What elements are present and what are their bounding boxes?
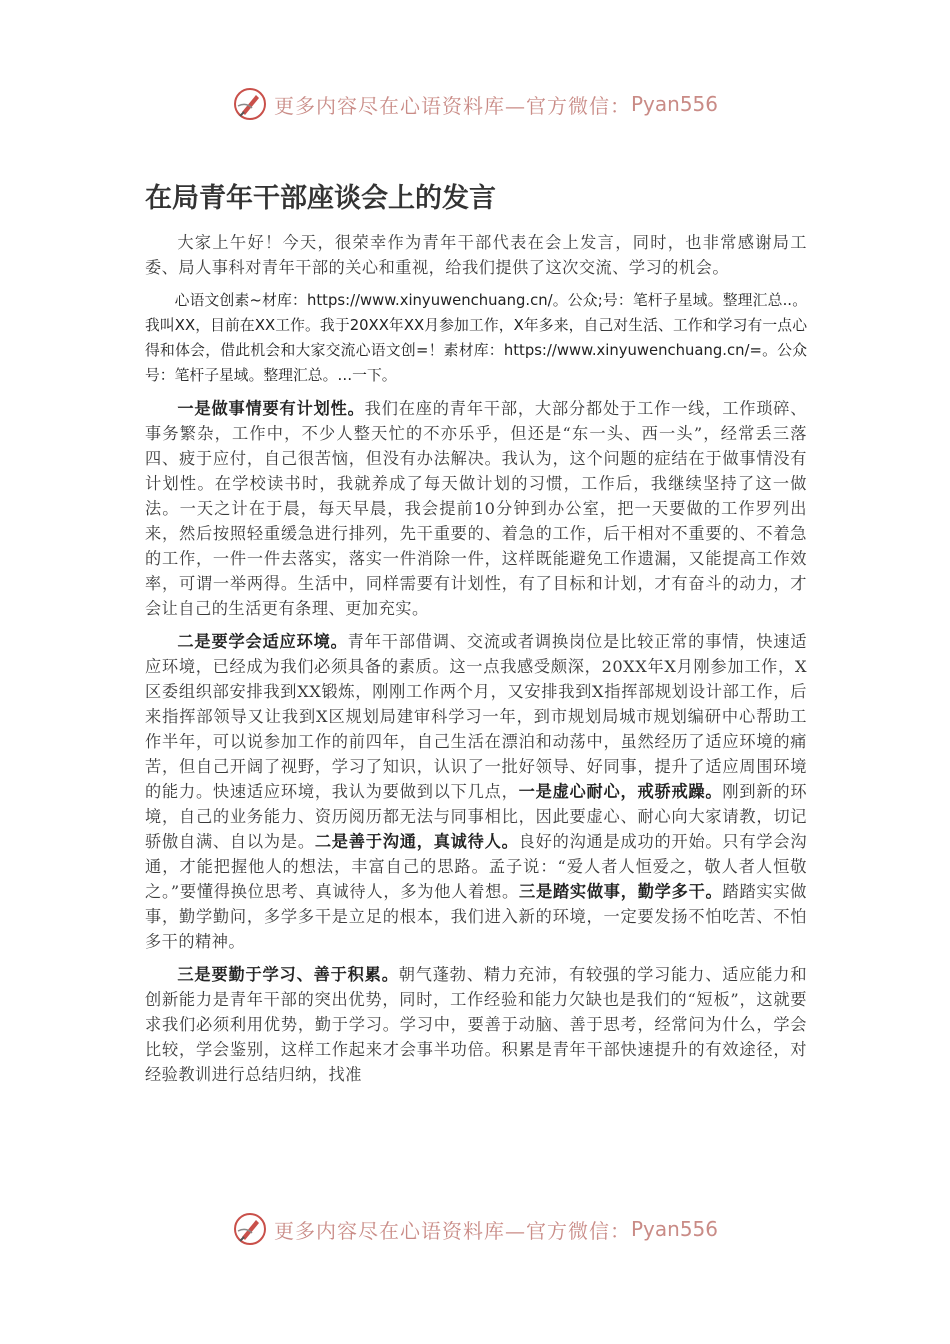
paragraph-adapt (145, 629, 807, 954)
document-body (145, 230, 807, 1095)
paragraph-text: 青年干部借调、交流或者调换岗位是比较正常的事情，快速适应环境，已经成为我们必须具备的素质。这一点我感受颇深，20XX年X月刚参加工作，X区委组织部安排我到XX锻炼，刚刚工作两个月，又安排我到X指挥部规划设计部工作，后来指挥部领导又让我到X区规划局建审科学习一年，到市规划局城市规划编研中心帮助工作半年，可以说参加工作的前四年，自己生活在漂泊和动荡中，虽然经历了适应环境的痛苦，但自己开阔了视野，学习了知识，认识了一批好领导、好同事，提升了适应周围环境的能力。快速适应环境，我认为要做到以下几点， (145, 632, 808, 801)
footer-banner (0, 1209, 950, 1249)
paragraph-text: 良好的沟通是成功的开始。只有学会沟通，才能把握他人的想法，丰富自己的思路。孟子说：“爱人者人恒爱之，敬人者人恒敬之。”要懂得换位思考、真诚待人，多为他人着想。 (145, 832, 808, 901)
emphasis-text: 二是善于沟通，真诚待人。 (314, 832, 519, 851)
paragraph-intro: 心语文创素~材库：https://www.xinyuwenchuang.cn/。公众;号：笔杆子星域。整理汇总..。我叫XX，目前在XX工作。我于20XX年XX月参加工作，X年多来，自己对生活、工作和学习有一点心得和体会，借此机会和大家交流心语文创=！素材库：https://www.xinyuwenchuang.cn/=。公众号：笔杆子星域。整理汇总。…一下。 (145, 292, 807, 384)
paragraph-text: 刚到新的环境，自己的业务能力、资历阅历都无法与同事相比，因此要虚心、耐心向大家请教，切记骄傲自满、自以为是。 (145, 782, 808, 851)
emphasis-text: 一是虚心耐心，戒骄戒躁。 (518, 782, 723, 801)
emphasis-text: 三是踏实做事，勤学多干。 (519, 882, 723, 901)
banner-text: 更多内容尽在心语资料库—官方微信： (273, 1218, 631, 1243)
document-title: 在局青年干部座谈会上的发言 (145, 183, 496, 214)
pen-logo-icon (232, 1211, 268, 1247)
pen-logo-icon (232, 86, 268, 122)
banner-wechat-id: Pyan556 (630, 92, 718, 116)
paragraph-text: 踏踏实实做事，勤学勤问，多学多干是立足的根本，我们进入新的环境，一定要发扬不怕吃苦、不怕多干的精神。 (145, 882, 807, 951)
paragraph-heading: 一是做事情要有计划性。 (177, 399, 365, 418)
banner-wechat-id: Pyan556 (630, 1217, 718, 1241)
paragraph-text: 我们在座的青年干部，大部分都处于工作一线，工作琐碎、事务繁杂，工作中，不少人整天忙的不亦乐乎，但还是“东一头、西一头”，经常丢三落四、疲于应付，自己很苦恼，但没有办法解决。我认为，这个问题的症结在于做事情没有计划性。在学校读书时，我就养成了每天做计划的习惯，工作后，我继续坚持了这一做法。一天之计在于晨，每天早晨，我会提前10分钟到办公室，把一天要做的工作罗列出来，然后按照轻重缓急进行排列，先干重要的、着急的工作，后干相对不重要的、不着急的工作，一件一件去落实，落实一件消除一件，这样既能避免工作遗漏，又能提高工作效率，可谓一举两得。生活中，同样需要有计划性，有了目标和计划，才有奋斗的动力，才会让自己的生活更有条理、更加充实。 (145, 399, 807, 618)
paragraph-text: 朝气蓬勃、精力充沛，有较强的学习能力、适应能力和创新能力是青年干部的突出优势，同时，工作经验和能力欠缺也是我们的“短板”，这就要求我们必须利用优势，勤于学习。学习中，要善于动脑、善于思考，经常问为什么，学会比较，学会鉴别，这样工作起来才会事半功倍。积累是青年干部快速提升的有效途径，对经验教训进行总结归纳，找准 (145, 965, 808, 1084)
header-banner (0, 84, 950, 124)
banner-text: 更多内容尽在心语资料库—官方微信： (273, 93, 631, 118)
paragraph-heading: 三是要勤于学习、善于积累。 (177, 965, 399, 984)
paragraph-learning (145, 962, 807, 1087)
paragraph-greeting: 大家上午好！今天，很荣幸作为青年干部代表在会上发言，同时，也非常感谢局工委、局人事科对青年干部的关心和重视，给我们提供了这次交流、学习的机会。 (145, 233, 807, 277)
paragraph-heading: 二是要学会适应环境。 (177, 632, 348, 651)
paragraph-planning (145, 396, 807, 621)
